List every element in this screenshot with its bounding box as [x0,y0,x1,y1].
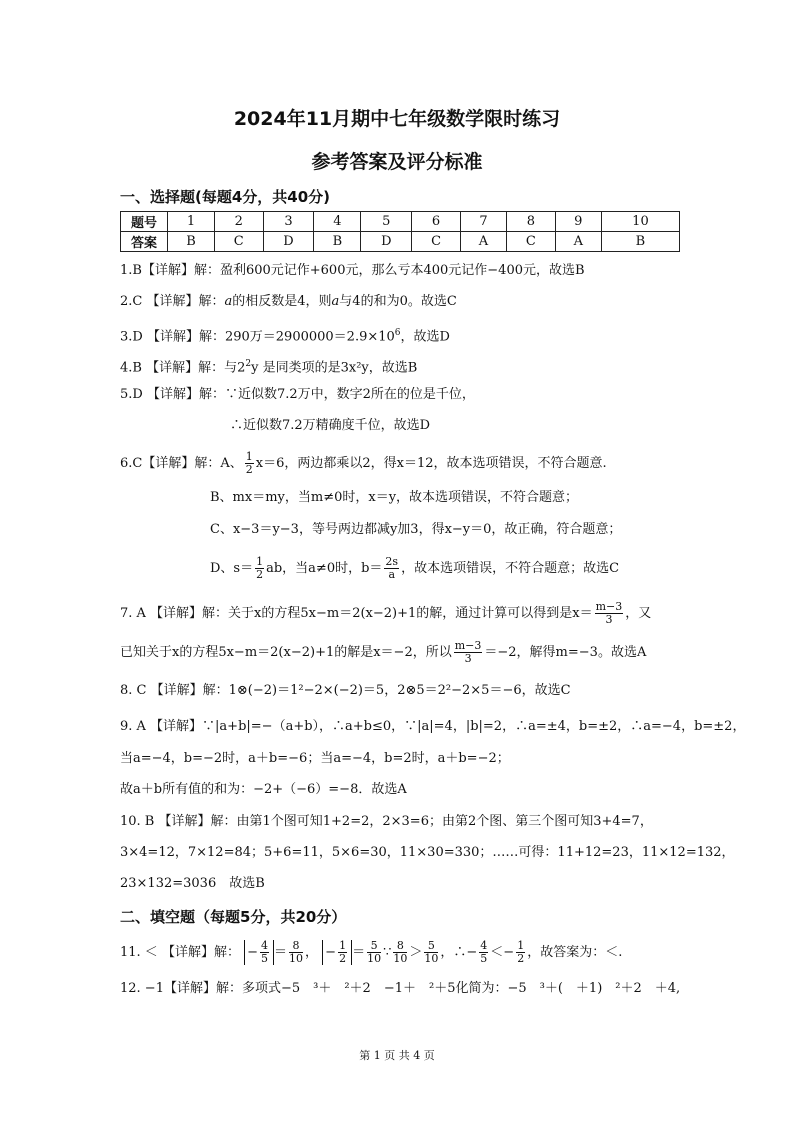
absolute-value: − $\frac{1}{2}$ [322,940,352,965]
section-heading-fill: 二、填空题（每题5分，共20分） [120,908,347,926]
fraction: $\frac{m-3}{3}$ [454,639,482,665]
q2-var: a [331,294,340,309]
solution-q9-line1: 9. A 【详解】∵|a+b|=−（a+b），∴a+b≤0，∵|a|=4，|b|=2，∴a=±4，b=±2，∴a=−4，b=±2， [120,719,746,734]
solution-q4 [120,355,417,377]
q3-exponent: 6 [394,328,401,338]
table-cell: 3 [263,212,314,232]
q7-text: ，又 [625,606,652,621]
solution-q9-line3: 故a＋b所有值的和为：−2+（−6）=−8．故选A [120,782,407,797]
page-subtitle: 参考答案及评分标准 [311,151,483,173]
solution-q2 [120,293,457,311]
page-footer: 第 1 页 共 4 页 [359,1049,435,1062]
table-cell: B [601,232,679,252]
q6-text: ab，当a≠0时，b＝ [266,561,383,576]
table-cell: A [555,232,601,252]
table-cell: D [263,232,314,252]
solution-q10-line1: 10. B 【详解】解：由第1个图可知1+2=2，2×3=6；由第2个图、第三个图可知3+4=7， [120,814,653,829]
table-cell: A [460,232,506,252]
solution-q10-line3: 23×132=3036 故选B [120,876,265,891]
solution-q6-d [210,556,619,581]
fraction: $\frac{5}{10}$ [424,939,439,965]
solution-q1: 1.B【详解】解：盈利600元记作+600元，那么亏本400元记作−400元，故选B [120,263,585,278]
absolute-value: − $\frac{4}{5}$ [244,940,274,965]
fraction: $\frac{m-3}{3}$ [595,600,623,626]
fraction: $\frac{1}{2}$ [245,450,253,476]
q7-text: ＝−2，解得m=−3。故选A [484,645,647,660]
q7-text: 7. A 【详解】解：关于x的方程5x−m＝2(x−2)+1的解，通过计算可以得到是x＝ [120,606,593,621]
q4-text: y 是同类项的是3x²y，故选B [251,360,418,376]
q3-text: ，故选D [400,329,450,345]
q2-text: 2.C 【详解】解： [120,294,225,309]
answer-table [120,211,680,252]
fraction: $\frac{8}{10}$ [393,939,408,965]
solution-q8: 8. C 【详解】解：1⊗(−2)＝1²−2×(−2)＝5，2⊗5＝2²−2×5＝−6，故选C [120,683,571,698]
q6-text: D、s＝ [210,561,254,576]
solution-q6-b: B、mx＝my，当m≠0时，x＝y，故本选项错误，不符合题意； [210,490,579,505]
q4-exponent: 2 [245,359,252,369]
solution-q7-line1 [120,601,651,626]
q6-text: x＝6，两边都乘以2，得x＝12，故本选项错误，不符合题意. [255,456,607,471]
table-cell: 8 [507,212,556,232]
table-cell: 10 [601,212,679,232]
table-cell: B [314,232,361,252]
q7-text: 已知关于x的方程5x−m＝2(x−2)+1的解是x＝−2，所以 [120,645,452,660]
table-header-cell: 题号 [121,212,168,232]
fraction: $\frac{4}{5}$ [480,939,488,965]
table-cell: C [507,232,556,252]
q4-text: 4.B 【详解】解：与2 [120,360,246,376]
fraction: $\frac{5}{10}$ [367,939,382,965]
q2-var: a [224,294,233,309]
table-cell: 1 [168,212,215,232]
solution-q9-line2: 当a=−4，b=−2时，a＋b=−6；当a=−4，b=2时，a＋b=−2； [120,751,510,766]
q11-text: 11. ＜ 【详解】解： [120,945,240,960]
q6-text: 6.C【详解】解：A、 [120,456,243,471]
section-heading-choice: 一、选择题(每题4分，共40分) [120,188,331,206]
fraction: $\frac{2s}{a}$ [385,555,399,581]
solution-q10-line2: 3×4=12，7×12=84；5+6=11，5×6=30，11×30=330；……可得：11+12=23，11×12=132， [120,845,735,860]
solution-q6-c: C、x−3＝y−3，等号两边都减y加3，得x−y＝0，故正确，符合题意； [210,522,622,537]
solution-q12: 12. −1【详解】解：多项式−5 ³＋ ²＋2 −1＋ ²＋5化简为：−5 ³＋( ＋1) ²＋2 ＋4, [120,981,681,996]
q3-text: 3.D 【详解】解：290万＝2900000＝2.9×10 [120,329,395,345]
solution-q11: 11. ＜ 【详解】解： − $\frac{4}{5}$ ＝ $\frac{8}{10}$ ， − $\frac{1}{2}$ ＝ $\frac{5}{10}$ ∵ $\frac{8}{10}$ ＞ $\frac{5}{10}$ ，∴− $\frac{4}{5}$ ＜− $\frac{1}{2}$ ，故答案为：＜. [120,939,623,965]
solution-q7-line2 [120,640,646,665]
q6-text: ，故本选项错误，不符合题意；故选C [401,561,620,576]
solution-q3 [120,324,450,346]
solution-q6-a [120,451,607,476]
fraction: $\frac{1}{2}$ [517,939,525,965]
table-cell: C [214,232,263,252]
solution-q5-line2: ∴近似数7.2万精确度千位，故选D [230,418,431,433]
solution-q5-line1: 5.D 【详解】解：∵近似数7.2万中，数字2所在的位是千位， [120,387,475,402]
table-row-answers [121,232,680,252]
fraction: $\frac{8}{10}$ [289,939,304,965]
q2-text: 与4的和为0。故选C [339,294,457,309]
page-title: 2024年11月期中七年级数学限时练习 [233,108,561,130]
table-cell: 4 [314,212,361,232]
table-cell: D [361,232,412,252]
table-cell: 9 [555,212,601,232]
fraction: $\frac{1}{2}$ [256,555,264,581]
table-header-cell: 答案 [121,232,168,252]
table-cell: B [168,232,215,252]
table-row-numbers [121,212,680,232]
table-cell: 7 [460,212,506,232]
q11-text: ，故答案为：＜. [527,945,623,960]
table-cell: 2 [214,212,263,232]
q2-text: 的相反数是4，则 [232,294,332,309]
table-cell: C [412,232,461,252]
table-cell: 6 [412,212,461,232]
table-cell: 5 [361,212,412,232]
